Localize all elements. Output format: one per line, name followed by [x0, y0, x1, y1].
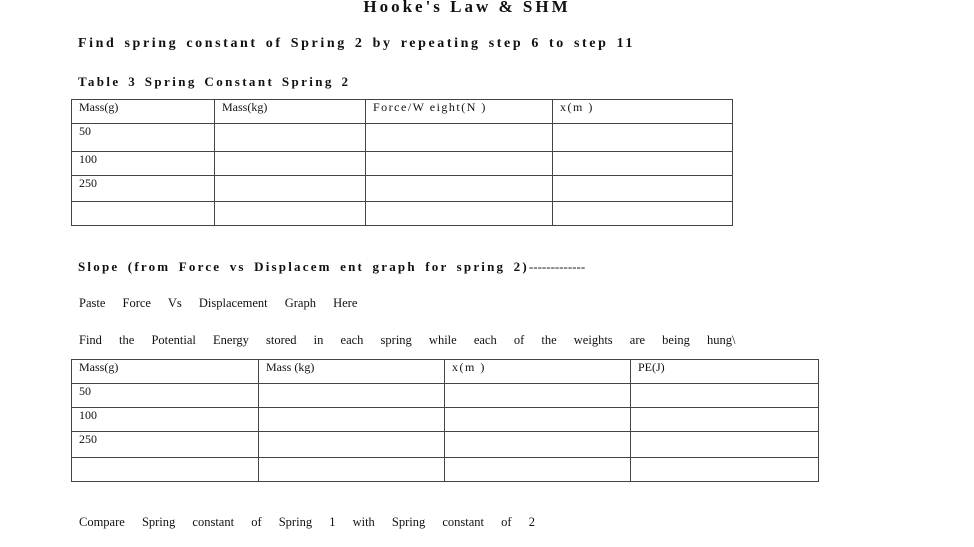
cell-mass-kg[interactable]: [215, 124, 366, 152]
potential-energy-instruction: Find the Potential Energy stored in each spring while each of the weights are being hung\: [79, 333, 736, 347]
table-row: [72, 152, 733, 176]
cell-x[interactable]: [445, 384, 631, 408]
cell-mass-kg[interactable]: [259, 408, 445, 432]
table-header-row: [72, 360, 819, 384]
cell-mass-kg[interactable]: [259, 432, 445, 458]
cell-force[interactable]: [366, 124, 553, 152]
cell-force[interactable]: [366, 176, 553, 202]
table-row: [72, 384, 819, 408]
compare-instruction: Compare Spring constant of Spring 1 with Spring constant of 2: [79, 515, 535, 529]
header-x-m: x(m ): [553, 100, 733, 124]
table3-caption: Table 3 Spring Constant Spring 2: [78, 74, 351, 89]
header-mass-kg: Mass (kg): [259, 360, 445, 384]
table-row: [72, 202, 733, 226]
cell-force[interactable]: [366, 152, 553, 176]
cell-mass-kg[interactable]: [215, 202, 366, 226]
cell-mass-g[interactable]: [72, 202, 215, 226]
cell-x[interactable]: [553, 176, 733, 202]
cell-x[interactable]: [445, 432, 631, 458]
header-pe: PE(J): [631, 360, 819, 384]
cell-mass-kg[interactable]: [259, 384, 445, 408]
paste-graph-instruction: Paste Force Vs Displacement Graph Here: [79, 296, 358, 310]
table-row: [72, 432, 819, 458]
cell-pe[interactable]: [631, 384, 819, 408]
table-row: [72, 458, 819, 482]
table-row: [72, 176, 733, 202]
cell-x[interactable]: [553, 124, 733, 152]
cell-mass-g[interactable]: [72, 458, 259, 482]
cell-mass-g: 250: [72, 176, 215, 202]
cell-mass-g: 50: [72, 124, 215, 152]
cell-x[interactable]: [445, 458, 631, 482]
cell-pe[interactable]: [631, 432, 819, 458]
cell-mass-kg[interactable]: [215, 152, 366, 176]
cell-pe[interactable]: [631, 408, 819, 432]
instruction-heading: Find spring constant of Spring 2 by repeating step 6 to step 11: [78, 36, 636, 51]
cell-pe[interactable]: [631, 458, 819, 482]
spring-constant-table: [71, 99, 733, 226]
cell-mass-g: 50: [72, 384, 259, 408]
potential-energy-table: [71, 359, 819, 482]
cell-mass-g: 250: [72, 432, 259, 458]
document-title: Hooke's Law & SHM: [363, 0, 571, 16]
table-row: [72, 408, 819, 432]
table-header-row: [72, 100, 733, 124]
header-mass-g: Mass(g): [72, 100, 215, 124]
header-mass-g: Mass(g): [72, 360, 259, 384]
cell-mass-kg[interactable]: [215, 176, 366, 202]
slope-line: [78, 259, 585, 275]
header-force-weight: Force/W eight(N ): [366, 100, 553, 124]
slope-label: Slope (from Force vs Displacem ent graph for spring 2): [78, 259, 529, 274]
slope-answer-blank[interactable]: -------------: [528, 259, 586, 274]
cell-x[interactable]: [553, 202, 733, 226]
cell-x[interactable]: [553, 152, 733, 176]
cell-mass-g: 100: [72, 408, 259, 432]
cell-force[interactable]: [366, 202, 553, 226]
header-x-m: x(m ): [445, 360, 631, 384]
table-row: [72, 124, 733, 152]
cell-mass-kg[interactable]: [259, 458, 445, 482]
cell-x[interactable]: [445, 408, 631, 432]
cell-mass-g: 100: [72, 152, 215, 176]
header-mass-kg: Mass(kg): [215, 100, 366, 124]
